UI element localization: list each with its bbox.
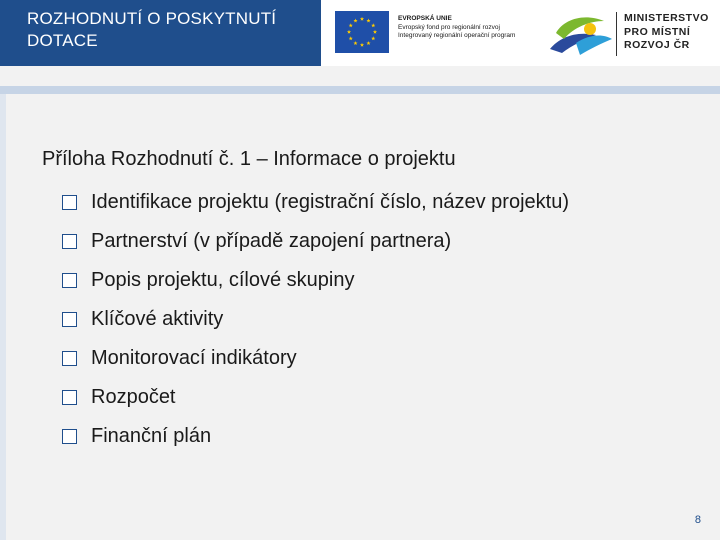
eu-logo-line-3: Integrovaný regionální operační program <box>398 32 516 39</box>
eu-star <box>366 41 370 45</box>
checklist <box>62 183 712 456</box>
checklist-item <box>62 222 712 261</box>
checkbox-icon <box>62 351 77 366</box>
logo-box <box>321 0 720 66</box>
checkbox-icon <box>62 273 77 288</box>
mmr-logo-line-3: ROZVOJ ČR <box>624 39 690 51</box>
checklist-item-label: Identifikace projektu (registrační číslo, název projektu) <box>91 191 569 213</box>
checklist-item <box>62 339 712 378</box>
eu-star <box>360 17 364 21</box>
checkbox-icon <box>62 429 77 444</box>
eu-star <box>371 36 375 40</box>
page-number: 8 <box>694 514 701 526</box>
checklist-item <box>62 300 712 339</box>
slide-title <box>27 8 327 52</box>
eu-star <box>349 23 353 27</box>
eu-star <box>373 30 377 34</box>
eu-star <box>353 19 357 23</box>
mmr-logo-separator <box>616 12 617 56</box>
eu-flag-icon <box>335 11 389 53</box>
eu-star <box>349 36 353 40</box>
header-stripe <box>0 86 720 94</box>
slide-title-line-2: DOTACE <box>27 31 98 50</box>
checklist-item-label: Klíčové aktivity <box>91 308 224 330</box>
mmr-logo-text <box>624 12 716 53</box>
checkbox-icon <box>62 195 77 210</box>
checklist-item-label: Rozpočet <box>91 386 176 408</box>
checklist-item <box>62 378 712 417</box>
checklist-item <box>62 261 712 300</box>
checklist-item-label: Popis projektu, cílové skupiny <box>91 269 355 291</box>
mmr-logo-line-1: MINISTERSTVO <box>624 12 709 24</box>
checklist-item-label: Partnerství (v případě zapojení partnera) <box>91 230 452 252</box>
eu-logo-line-2: Evropský fond pro regionální rozvoj <box>398 23 500 31</box>
checklist-item <box>62 183 712 222</box>
eu-star <box>360 43 364 47</box>
slide-title-line-1: ROZHODNUTÍ O POSKYTNUTÍ <box>27 9 277 28</box>
slide-content <box>42 145 712 456</box>
mmr-logo-line-2: PRO MÍSTNÍ <box>624 25 691 38</box>
checklist-item-label: Finanční plán <box>91 425 212 447</box>
checkbox-icon <box>62 312 77 327</box>
checklist-item-label: Monitorovací indikátory <box>91 347 297 369</box>
eu-star <box>347 30 351 34</box>
checkbox-icon <box>62 390 77 405</box>
eu-star <box>371 23 375 27</box>
eu-star <box>366 19 370 23</box>
mmr-logo-icon <box>546 9 614 57</box>
slide-subtitle: Příloha Rozhodnutí č. 1 – Informace o projektu <box>42 148 456 170</box>
eu-star <box>353 41 357 45</box>
header-bar <box>0 0 720 66</box>
left-edge-band <box>0 94 6 540</box>
checkbox-icon <box>62 234 77 249</box>
eu-logo-text <box>398 15 548 41</box>
checklist-item <box>62 417 712 456</box>
eu-logo-line-1: EVROPSKÁ UNIE <box>398 15 452 22</box>
